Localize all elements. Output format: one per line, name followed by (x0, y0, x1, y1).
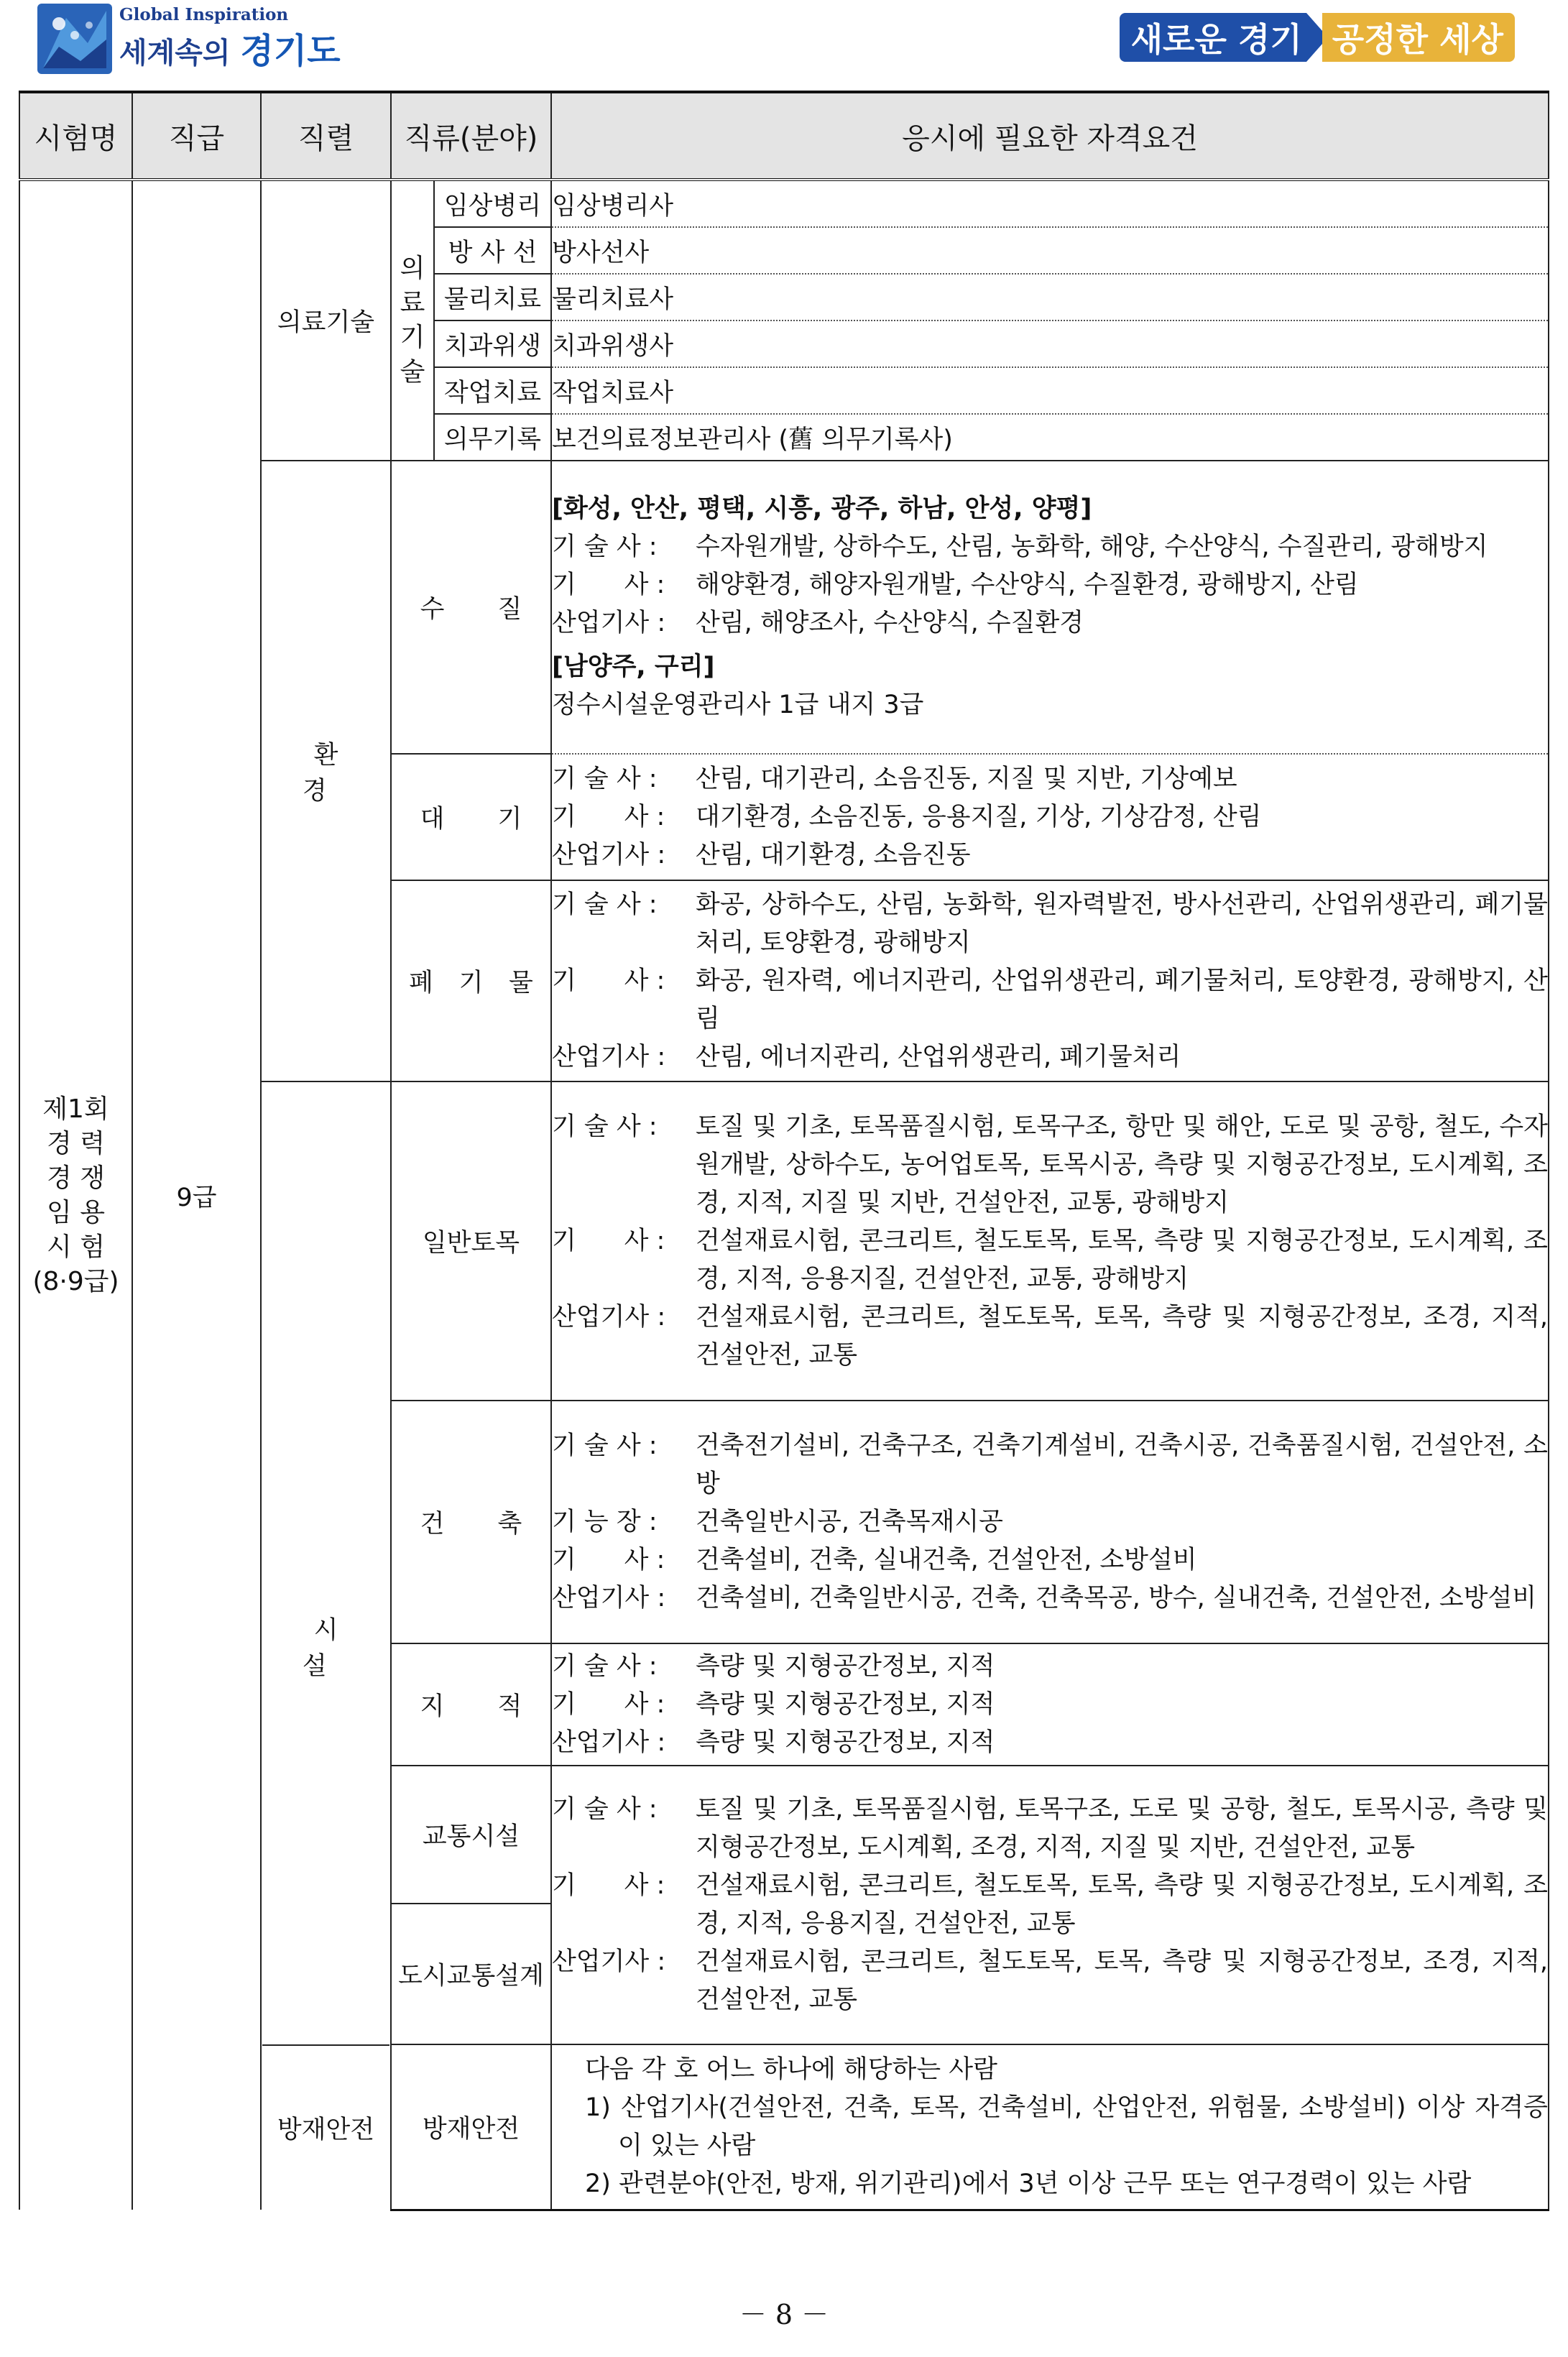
water-region-2-req: 정수시설운영관리사 1급 내지 3급 (552, 691, 924, 719)
req-label: 기 술 사 : (552, 1651, 658, 1681)
exam-name-line: 임 용 (47, 1197, 105, 1227)
slogan-banner (1120, 13, 1515, 62)
req-label: 산업기사 : (552, 1042, 666, 1071)
req-line (552, 566, 1548, 604)
disaster-intro: 다음 각 호 어느 하나에 해당하는 사람 (585, 2054, 997, 2084)
medical-group-label (391, 180, 434, 461)
req-label: 산업기사 : (552, 1302, 666, 1332)
disaster-item-2: 2) 관련분야(안전, 방재, 위기관리)에서 3년 이상 근무 또는 연구경력이 있는 사람 (585, 2169, 1472, 2198)
req-value: 해양환경, 해양자원개발, 수산양식, 수질환경, 광해방지, 산림 (696, 571, 1359, 599)
header-exam-name: 시험명 (19, 92, 132, 180)
req-label: 기 사 : (552, 1689, 665, 1719)
field-medical-records: 의무기록 (434, 414, 551, 461)
req-clinical-pathology: 임상병리사 (551, 180, 1549, 227)
req-value: 건설재료시험, 콘크리트, 철도토목, 토목, 측량 및 지형공간정보, 조경, 지적, 건설안전, 교통 (696, 1947, 1548, 2014)
req-traffic (551, 1766, 1549, 2044)
req-line (552, 1222, 1548, 1299)
series-disaster-safety: 방재안전 (262, 2044, 389, 2210)
req-label: 기 사 : (552, 802, 665, 831)
req-line (552, 1108, 1548, 1222)
exam-name-line: 제1회 (42, 1094, 109, 1124)
req-label: 기 술 사 : (552, 764, 658, 793)
req-line (552, 1541, 1548, 1579)
req-radiology: 방사선사 (551, 227, 1549, 274)
req-value: 건설재료시험, 콘크리트, 철도토목, 토목, 측량 및 지형공간정보, 조경, 지적, 건설안전, 교통 (696, 1302, 1548, 1370)
req-value: 측량 및 지형공간정보, 지적 (696, 1728, 995, 1757)
exam-name-line: 시 험 (47, 1232, 105, 1262)
req-line (552, 1867, 1548, 1943)
field-water-quality: 수 질 (391, 461, 551, 754)
gyeonggi-logo (37, 3, 341, 75)
req-value: 화공, 원자력, 에너지관리, 산업위생관리, 폐기물처리, 토양환경, 광해방지, 산림 (696, 966, 1548, 1033)
disaster-item-1: 1) 산업기사(건설안전, 건축, 토목, 건축설비, 산업안전, 위험물, 소방설비) 이상 자격증이 있는 사람 (585, 2093, 1548, 2160)
medical-group-char: 료 (400, 288, 425, 318)
logo-title-province: 경기도 (240, 31, 341, 71)
req-label: 기 사 : (552, 1545, 665, 1574)
req-line (552, 1579, 1548, 1618)
req-disaster-safety (551, 2044, 1549, 2210)
table-header-row (19, 92, 1549, 180)
req-label: 기 술 사 : (552, 890, 658, 919)
slogan-fair-world: 공정한 세상 (1322, 13, 1515, 62)
req-medical-records: 보건의료정보관리사 (舊 의무기록사) (551, 414, 1549, 461)
req-value: 측량 및 지형공간정보, 지적 (696, 1651, 995, 1681)
exam-name-line: 경 력 (47, 1128, 105, 1158)
field-air: 대 기 (391, 754, 551, 880)
req-value: 건설재료시험, 콘크리트, 철도토목, 토목, 측량 및 지형공간정보, 도시계획, 조경, 지적, 응용지질, 건설안전, 교통 (696, 1871, 1548, 1938)
field-civil-engineering: 일반토목 (391, 1081, 551, 1401)
req-line (552, 1038, 1548, 1076)
req-label: 기 사 : (552, 1871, 665, 1900)
field-cadastral: 지 적 (391, 1643, 551, 1766)
req-line (552, 1791, 1548, 1867)
water-region-2: [남양주, 구리] (552, 652, 715, 681)
field-physical-therapy: 물리치료 (434, 274, 551, 320)
req-physical-therapy: 물리치료사 (551, 274, 1549, 320)
req-value: 건축설비, 건축, 실내건축, 건설안전, 소방설비 (696, 1545, 1197, 1574)
req-label: 기 술 사 : (552, 1112, 658, 1141)
req-line (552, 1648, 1548, 1686)
header-field: 직류(분야) (391, 92, 551, 180)
req-value: 토질 및 기초, 토목품질시험, 토목구조, 항만 및 해안, 도로 및 공항, 철도, 수자원개발, 상하수도, 농어업토목, 토목시공, 측량 및 지형공간정보, 도시계획, 조경, 지적, 지질 및 지반, 건설안전, 교통, 광해방지 (696, 1112, 1548, 1217)
field-disaster-safety: 방재안전 (391, 2044, 551, 2210)
exam-name-line: (8·9급) (32, 1266, 119, 1296)
field-dental-hygiene: 치과위생 (434, 320, 551, 367)
req-dental-hygiene: 치과위생사 (551, 320, 1549, 367)
req-line (552, 528, 1548, 566)
req-value: 대기환경, 소음진동, 응용지질, 기상, 기상감정, 산림 (696, 802, 1262, 831)
logo-title-prefix: 세계속의 (119, 37, 241, 70)
req-label: 기 사 : (552, 966, 665, 995)
qualification-table (19, 91, 1549, 2211)
req-line (552, 962, 1548, 1038)
req-line (552, 1427, 1548, 1503)
req-line (552, 1943, 1548, 2019)
field-radiology: 방 사 선 (434, 227, 551, 274)
header-grade: 직급 (132, 92, 261, 180)
field-traffic-facility: 교통시설 (391, 1766, 551, 1904)
req-label: 산업기사 : (552, 840, 666, 870)
req-cadastral (551, 1643, 1549, 1766)
req-label: 기 술 사 : (552, 1795, 658, 1824)
page-number: － 8 － (739, 2299, 829, 2330)
req-label: 기 사 : (552, 571, 665, 599)
table-row (19, 180, 1549, 227)
field-occupational-therapy: 작업치료 (434, 367, 551, 414)
req-label: 산업기사 : (552, 1947, 666, 1976)
req-value: 수자원개발, 상하수도, 산림, 농화학, 해양, 수산양식, 수질관리, 광해방지 (696, 532, 1488, 561)
series-environment: 환 경 (261, 461, 391, 1081)
req-value: 측량 및 지형공간정보, 지적 (696, 1689, 995, 1719)
req-value: 산림, 해양조사, 수산양식, 수질환경 (696, 609, 1084, 637)
req-architecture (551, 1401, 1549, 1643)
medical-group-char: 의 (400, 254, 425, 283)
req-line (552, 886, 1548, 962)
req-label: 산업기사 : (552, 1728, 666, 1757)
req-label: 기 술 사 : (552, 532, 658, 561)
req-line (552, 760, 1548, 798)
req-value: 건설재료시험, 콘크리트, 철도토목, 토목, 측량 및 지형공간정보, 도시계획, 조경, 지적, 응용지질, 건설안전, 교통, 광해방지 (696, 1226, 1548, 1293)
exam-name-line: 경 쟁 (47, 1163, 105, 1193)
req-label: 산업기사 : (552, 609, 666, 637)
logo-title (119, 23, 341, 73)
medical-group-char: 술 (400, 357, 425, 387)
medical-group-char: 기 (400, 323, 425, 352)
req-value: 산림, 대기환경, 소음진동 (696, 840, 971, 870)
field-architecture: 건 축 (391, 1401, 551, 1643)
req-value: 산림, 에너지관리, 산업위생관리, 폐기물처리 (696, 1042, 1181, 1071)
req-label: 기 술 사 : (552, 1431, 658, 1460)
req-label: 산업기사 : (552, 1583, 666, 1613)
exam-name-cell (19, 180, 132, 2210)
header-series: 직렬 (261, 92, 391, 180)
field-waste: 폐 기 물 (391, 880, 551, 1081)
req-air (551, 754, 1549, 880)
req-occupational-therapy: 작업치료사 (551, 367, 1549, 414)
req-waste (551, 880, 1549, 1081)
req-line (552, 1299, 1548, 1375)
field-clinical-pathology: 임상병리 (434, 180, 551, 227)
logo-subtitle: Global Inspiration (119, 5, 289, 24)
gyeonggi-emblem-icon (37, 4, 112, 74)
req-value: 건축설비, 건축일반시공, 건축, 건축목공, 방수, 실내건축, 건설안전, 소방설비 (696, 1583, 1537, 1613)
water-region-1: [화성, 안산, 평택, 시흥, 광주, 하남, 안성, 양평] (552, 494, 1092, 523)
header-requirements: 응시에 필요한 자격요건 (551, 92, 1549, 180)
req-water-quality (551, 461, 1549, 754)
req-label: 기 능 장 : (552, 1507, 658, 1536)
req-civil-engineering (551, 1081, 1549, 1401)
req-value: 건축일반시공, 건축목재시공 (696, 1507, 1003, 1536)
req-line (552, 798, 1548, 836)
req-line (552, 1503, 1548, 1541)
req-value: 산림, 대기관리, 소음진동, 지질 및 지반, 기상예보 (696, 764, 1237, 793)
slogan-new-gyeonggi: 새로운 경기 (1120, 13, 1306, 62)
field-urban-traffic-design: 도시교통설계 (391, 1904, 551, 2044)
req-value: 토질 및 기초, 토목품질시험, 토목구조, 도로 및 공항, 철도, 토목시공, 측량 및 지형공간정보, 도시계획, 조경, 지적, 지질 및 지반, 건설안전, 교통 (696, 1795, 1548, 1862)
req-line (552, 1724, 1548, 1762)
req-label: 기 사 : (552, 1226, 665, 1255)
req-line (552, 1686, 1548, 1724)
series-facility: 시 설 (261, 1081, 391, 2210)
grade-cell: 9급 (132, 180, 261, 2210)
req-line (552, 836, 1548, 875)
req-value: 건축전기설비, 건축구조, 건축기계설비, 건축시공, 건축품질시험, 건설안전, 소방 (696, 1431, 1548, 1498)
req-value: 화공, 상하수도, 산림, 농화학, 원자력발전, 방사선관리, 산업위생관리, 폐기물처리, 토양환경, 광해방지 (696, 890, 1548, 957)
series-medical: 의료기술 (261, 180, 391, 461)
req-line (552, 604, 1548, 642)
